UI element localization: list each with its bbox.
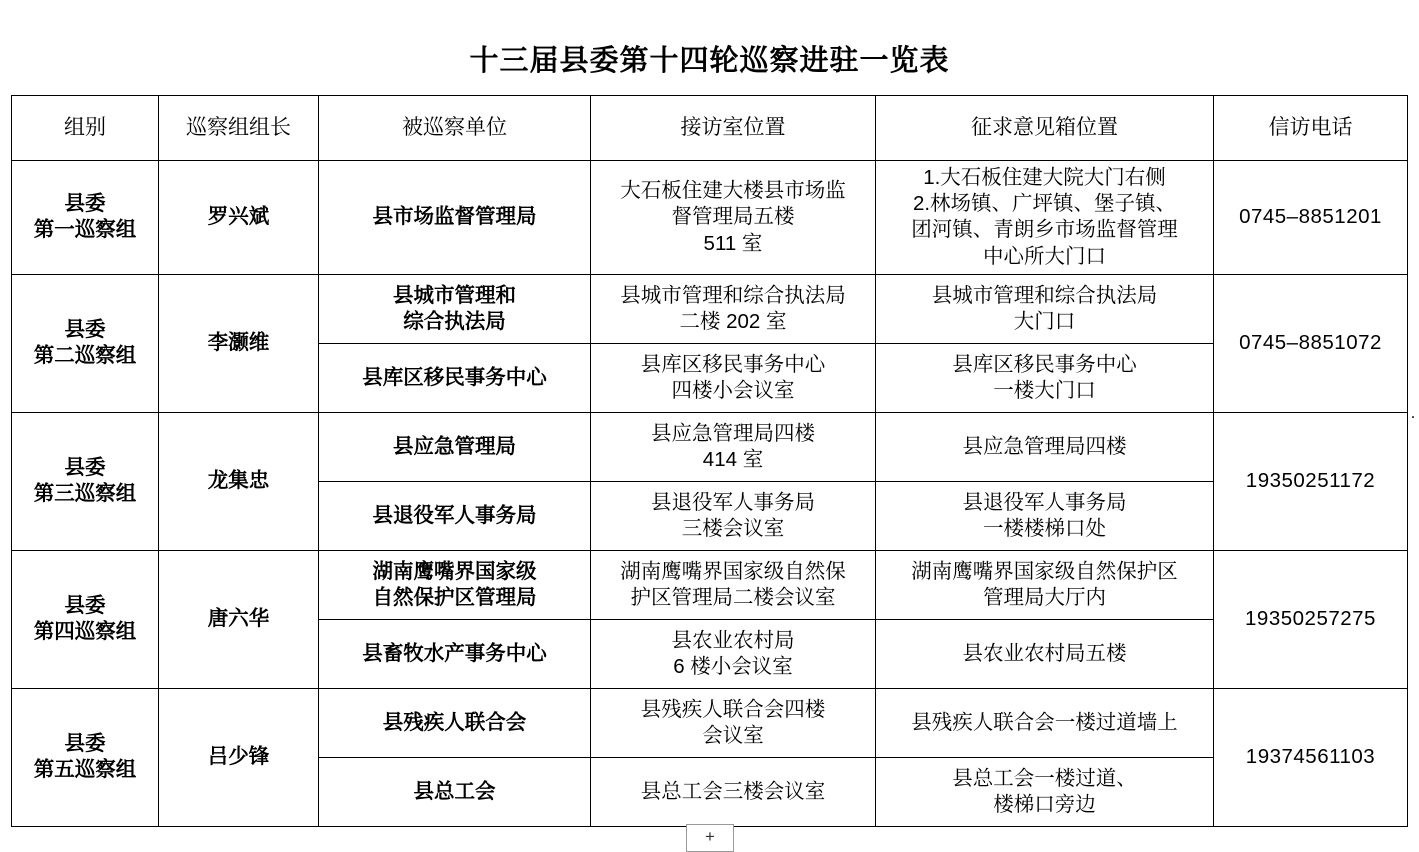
table-body — [12, 161, 1408, 827]
cell-reception-location: 县总工会三楼会议室 — [591, 757, 876, 826]
cell-reception-location: 县库区移民事务中心 四楼小会议室 — [591, 343, 876, 412]
cell-reception-location: 县农业农村局 6 楼小会议室 — [591, 619, 876, 688]
cell-phone-4: 19350257275 — [1214, 550, 1408, 688]
cell-unit: 县城市管理和 综合执法局 — [319, 274, 591, 343]
cell-reception-location: 县城市管理和综合执法局 二楼 202 室 — [591, 274, 876, 343]
edge-mark: . — [1411, 405, 1415, 422]
cell-phone-1: 0745–8851201 — [1214, 161, 1408, 275]
cell-group-5: 县委 第五巡察组 — [12, 688, 159, 826]
cell-phone-2: 0745–8851072 — [1214, 274, 1408, 412]
column-header-suggestion-box: 征求意见箱位置 — [876, 96, 1214, 161]
cell-suggestion-box-location: 1.大石板住建大院大门右侧 2.林场镇、广坪镇、堡子镇、 团河镇、青朗乡市场监督管理 中心所大门口 — [876, 161, 1214, 275]
cell-suggestion-box-location: 县总工会一楼过道、 楼梯口旁边 — [876, 757, 1214, 826]
table-row — [12, 161, 1408, 275]
table-row — [12, 688, 1408, 757]
column-header-unit: 被巡察单位 — [319, 96, 591, 161]
cell-leader-4: 唐六华 — [159, 550, 319, 688]
table-header — [12, 96, 1408, 161]
column-header-phone: 信访电话 — [1214, 96, 1408, 161]
cell-unit: 湖南鹰嘴界国家级 自然保护区管理局 — [319, 550, 591, 619]
cell-unit: 县退役军人事务局 — [319, 481, 591, 550]
cell-unit: 县总工会 — [319, 757, 591, 826]
cell-suggestion-box-location: 县城市管理和综合执法局 大门口 — [876, 274, 1214, 343]
cell-suggestion-box-location: 县库区移民事务中心 一楼大门口 — [876, 343, 1214, 412]
cell-leader-3: 龙集忠 — [159, 412, 319, 550]
cell-phone-3: 19350251172 — [1214, 412, 1408, 550]
column-header-reception: 接访室位置 — [591, 96, 876, 161]
inspection-schedule-table — [11, 95, 1408, 827]
table-row — [12, 412, 1408, 481]
cell-unit: 县库区移民事务中心 — [319, 343, 591, 412]
cell-leader-2: 李灏维 — [159, 274, 319, 412]
cell-unit: 县残疾人联合会 — [319, 688, 591, 757]
cell-suggestion-box-location: 县应急管理局四楼 — [876, 412, 1214, 481]
cell-suggestion-box-location: 湖南鹰嘴界国家级自然保护区 管理局大厅内 — [876, 550, 1214, 619]
cell-suggestion-box-location: 县残疾人联合会一楼过道墙上 — [876, 688, 1214, 757]
table-row — [12, 550, 1408, 619]
cell-suggestion-box-location: 县农业农村局五楼 — [876, 619, 1214, 688]
cell-leader-1: 罗兴斌 — [159, 161, 319, 275]
cell-reception-location: 县退役军人事务局 三楼会议室 — [591, 481, 876, 550]
cell-reception-location: 县残疾人联合会四楼 会议室 — [591, 688, 876, 757]
cell-reception-location: 湖南鹰嘴界国家级自然保 护区管理局二楼会议室 — [591, 550, 876, 619]
cell-group-3: 县委 第三巡察组 — [12, 412, 159, 550]
cell-suggestion-box-location: 县退役军人事务局 一楼楼梯口处 — [876, 481, 1214, 550]
add-row-button[interactable]: + — [686, 824, 734, 852]
table-row — [12, 274, 1408, 343]
column-header-group: 组别 — [12, 96, 159, 161]
cell-phone-5: 19374561103 — [1214, 688, 1408, 826]
page-title: 十三届县委第十四轮巡察进驻一览表 — [469, 45, 950, 77]
cell-group-2: 县委 第二巡察组 — [12, 274, 159, 412]
cell-unit: 县畜牧水产事务中心 — [319, 619, 591, 688]
cell-group-1: 县委 第一巡察组 — [12, 161, 159, 275]
cell-leader-5: 吕少锋 — [159, 688, 319, 826]
cell-unit: 县市场监督管理局 — [319, 161, 591, 275]
table-header-row — [12, 96, 1408, 161]
cell-unit: 县应急管理局 — [319, 412, 591, 481]
cell-group-4: 县委 第四巡察组 — [12, 550, 159, 688]
column-header-leader: 巡察组组长 — [159, 96, 319, 161]
cell-reception-location: 大石板住建大楼县市场监 督管理局五楼 511 室 — [591, 161, 876, 275]
cell-reception-location: 县应急管理局四楼 414 室 — [591, 412, 876, 481]
